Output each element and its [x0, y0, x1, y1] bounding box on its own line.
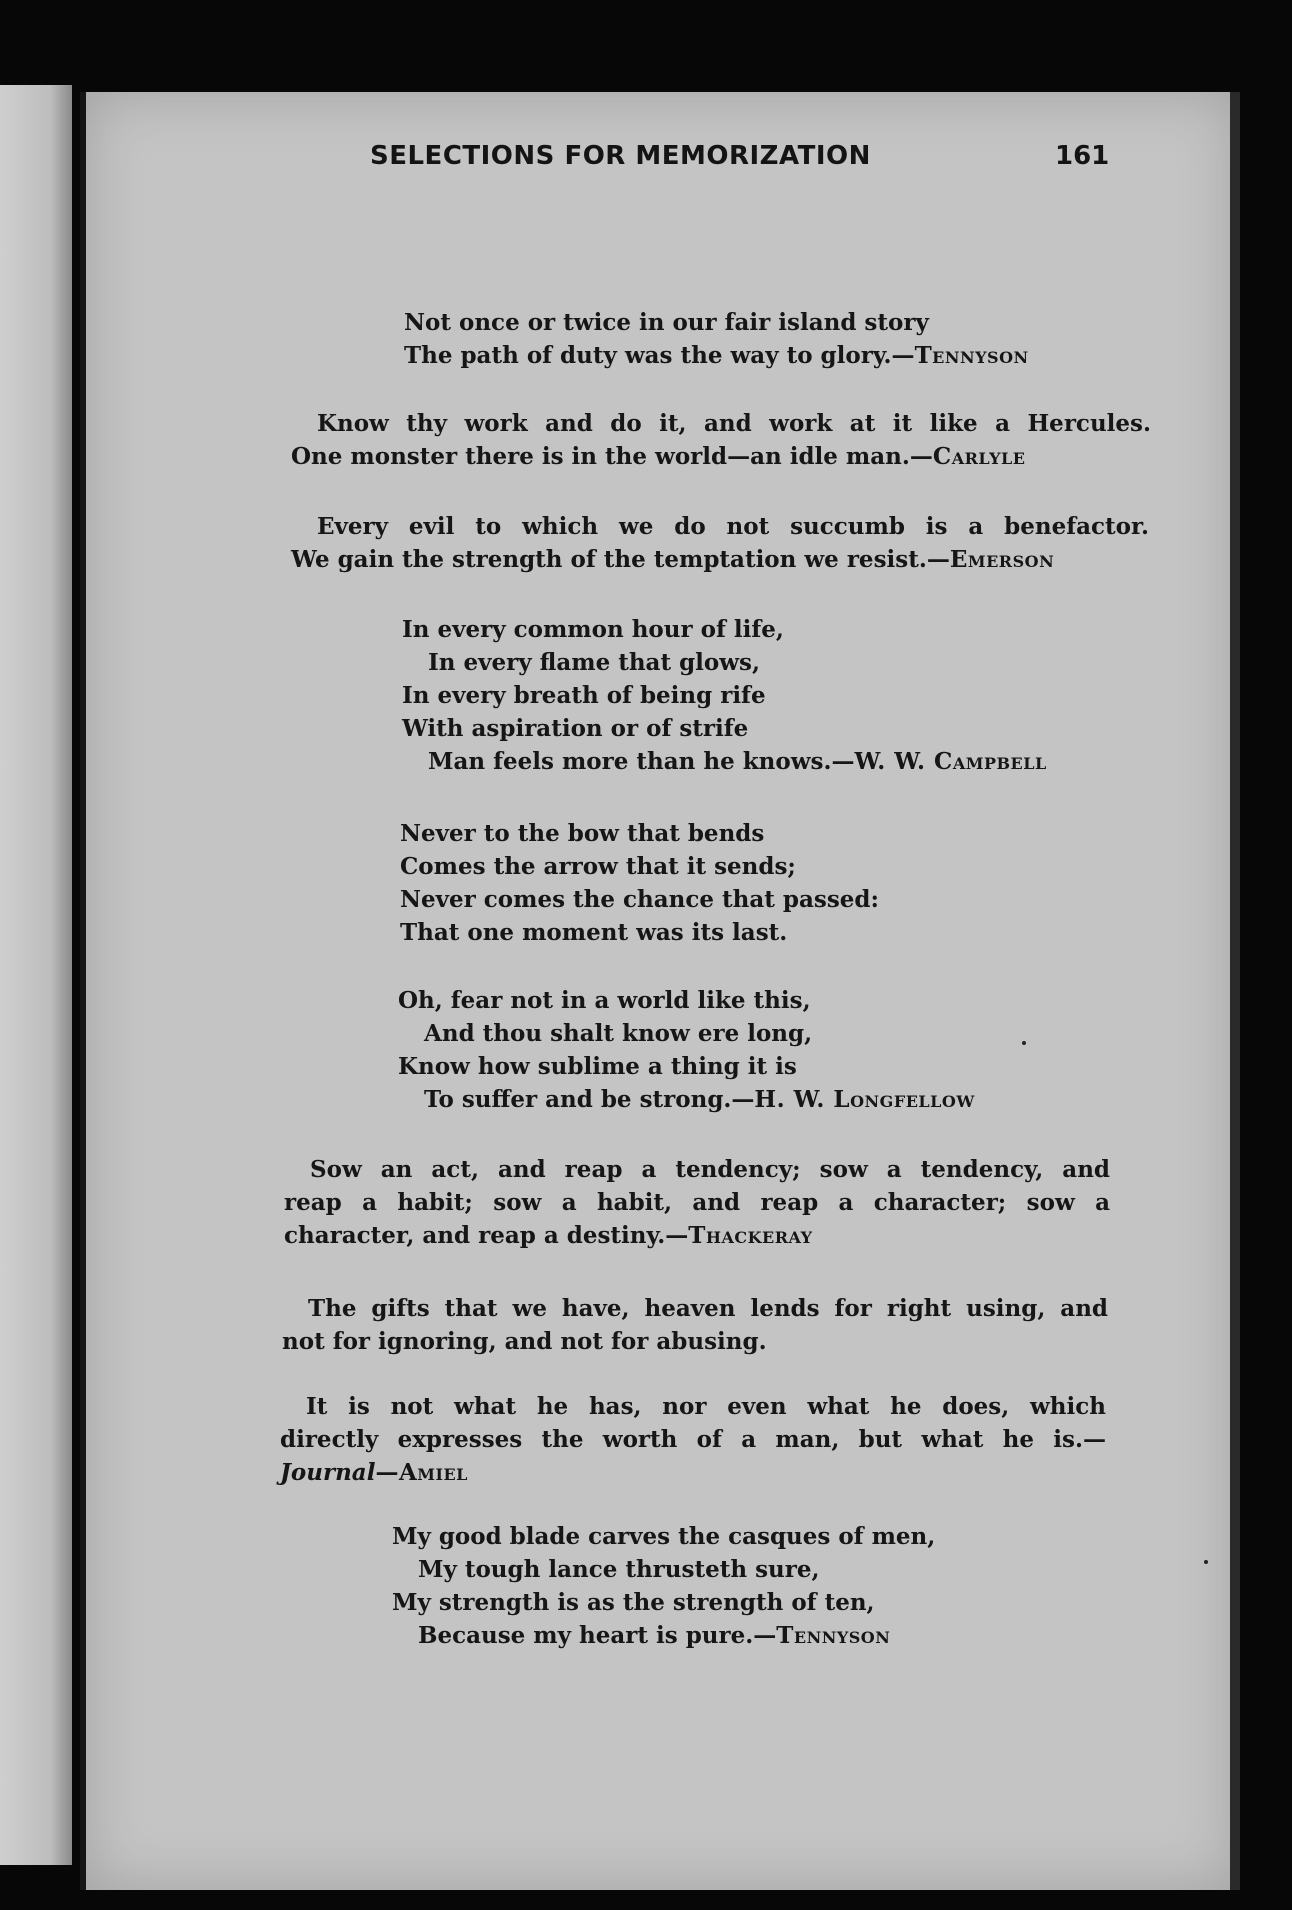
quote-tennyson-galahad [392, 1520, 935, 1652]
quote-line: Know thy work and do it, and work at it like a Hercules. [317, 410, 1151, 437]
quote-line: That one moment was its last. [400, 919, 788, 946]
quote-line: Know how sublime a thing it is [398, 1053, 797, 1080]
quote-line: Because my heart is pure.—Tennyson [418, 1622, 891, 1649]
quote-line: Oh, fear not in a world like this, [398, 987, 811, 1014]
quote-line: My strength is as the strength of ten, [392, 1589, 875, 1616]
quote-line: In every breath of being rife [402, 682, 766, 709]
page-number: 161 [1055, 141, 1110, 171]
quote-line: To suffer and be strong.—H. W. Longfellow [424, 1086, 975, 1113]
quote-author: Tennyson [914, 342, 1029, 369]
quote-line: My good blade carves the casques of men, [392, 1523, 936, 1550]
quote-amiel [280, 1390, 1106, 1489]
facing-page-edge [0, 85, 72, 1865]
page-right-edge [1230, 92, 1240, 1890]
quote-line: Comes the arrow that it sends; [400, 853, 796, 880]
quote-author: Emerson [949, 546, 1055, 573]
quote-campbell [402, 613, 1047, 778]
quote-author: Thackeray [688, 1222, 813, 1249]
quote-author: W. W. Campbell [854, 748, 1047, 775]
quote-line: character, and reap a destiny.—Thackeray [284, 1222, 813, 1249]
quote-line: In every flame that glows, [428, 649, 761, 676]
quote-line: It is not what he has, nor even what he does, which [306, 1393, 1106, 1420]
quote-line: not for ignoring, and not for abusing. [282, 1328, 767, 1355]
quote-author: —Amiel [375, 1459, 468, 1486]
quote-line: In every common hour of life, [402, 616, 784, 643]
quote-tennyson-duty [404, 306, 1029, 372]
quote-line: Sow an act, and reap a tendency; sow a tendency, and [310, 1156, 1110, 1183]
quote-line: Man feels more than he knows.—W. W. Campbell [428, 748, 1047, 775]
quote-line: Never comes the chance that passed: [400, 886, 880, 913]
dust-speck [1022, 1041, 1026, 1045]
quote-line: reap a habit; sow a habit, and reap a character; sow a [284, 1189, 1110, 1216]
quote-author: Tennyson [776, 1622, 891, 1649]
quote-line: One monster there is in the world—an idle man.—Carlyle [291, 443, 1026, 470]
quote-line: We gain the strength of the temptation we resist.—Emerson [291, 546, 1055, 573]
quote-emerson [291, 510, 1149, 576]
quote-line: The path of duty was the way to glory.—Tennyson [404, 342, 1029, 369]
running-title: SELECTIONS FOR MEMORIZATION [370, 141, 871, 171]
quote-thackeray [284, 1153, 1110, 1252]
quote-line: Never to the bow that bends [400, 820, 765, 847]
quote-author: H. W. Longfellow [754, 1086, 975, 1113]
quote-line: And thou shalt know ere long, [424, 1020, 813, 1047]
quote-line: My tough lance thrusteth sure, [418, 1556, 820, 1583]
quote-line: Not once or twice in our fair island story [404, 309, 929, 336]
quote-longfellow [398, 984, 975, 1116]
quote-gifts [282, 1292, 1108, 1358]
quote-carlyle [291, 407, 1151, 473]
quote-line [280, 1456, 1106, 1489]
dust-speck [1204, 1560, 1208, 1564]
quote-line: With aspiration or of strife [402, 715, 749, 742]
quote-line: The gifts that we have, heaven lends for right using, and [308, 1295, 1108, 1322]
quote-source: Journal [280, 1459, 376, 1486]
quote-line: directly expresses the worth of a man, but what he is.— [280, 1426, 1106, 1453]
quote-author: Carlyle [932, 443, 1026, 470]
quote-arrow-verse [400, 817, 879, 949]
quote-line: Every evil to which we do not succumb is a benefactor. [317, 513, 1149, 540]
